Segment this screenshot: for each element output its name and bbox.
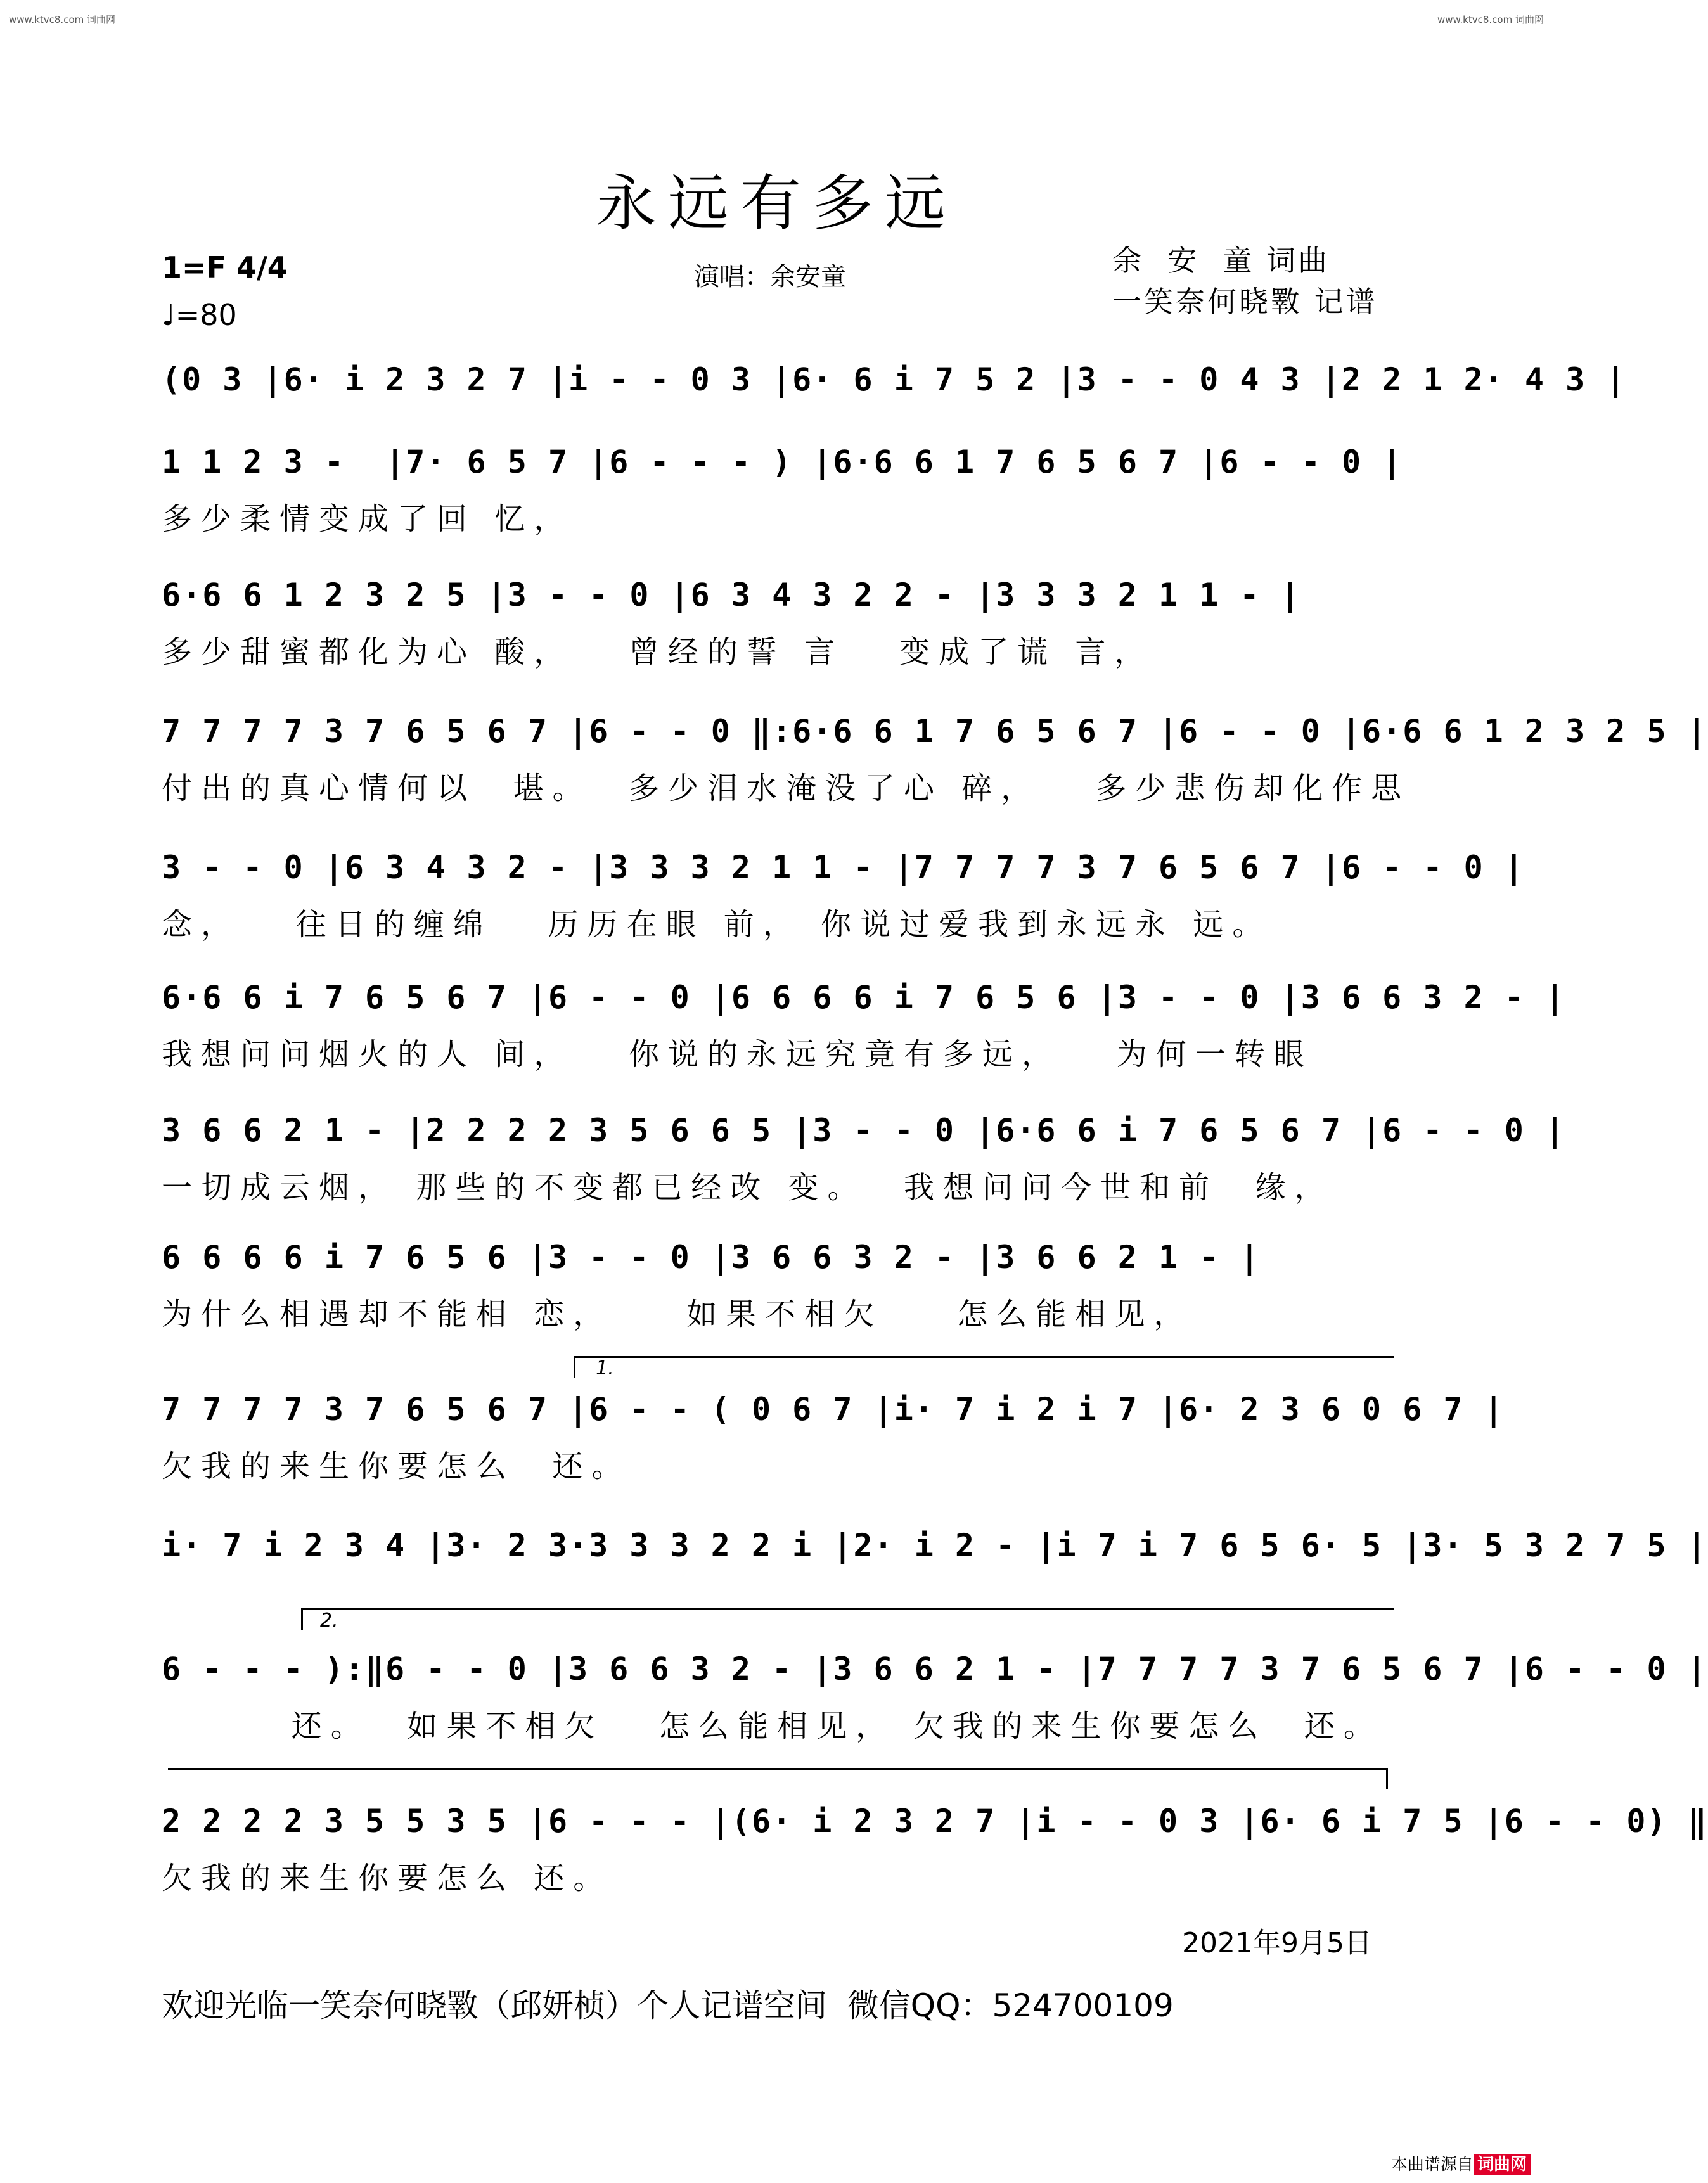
score-lyric-line: 念， 往日的缠绵 历历在眼 前， 你说过爱我到永远永 远。 bbox=[162, 907, 1272, 942]
composer-credit: 余 安 童 词曲 bbox=[1112, 243, 1330, 278]
score-lyric-line: 欠我的来生你要怎么 还。 bbox=[162, 1449, 631, 1484]
tempo: ♩=80 bbox=[162, 298, 237, 332]
corner-logo-text: 本曲谱源自 bbox=[1391, 2155, 1474, 2174]
score-music-line: 3 - - 0 |6 3 4 3 2 - |3 3 3 2 1 1 - |7 7 7 7 3 7 6 5 6 7 |6 - - 0 | bbox=[162, 849, 1525, 886]
score-music-line: 7 7 7 7 3 7 6 5 6 7 |6 - - ( 0 6 7 |i· 7 i 2 i 7 |6· 2 3 6 0 6 7 | bbox=[162, 1391, 1505, 1428]
score-music-line: 2 2 2 2 3 5 5 3 5 |6 - - - |(6· i 2 3 2 7 |i - - 0 3 |6· 6 i 7 5 |6 - - 0) ‖ bbox=[162, 1803, 1708, 1840]
corner-logo bbox=[1391, 2151, 1531, 2175]
score-lyric-line: 多少甜蜜都化为心 酸， 曾经的誓 言 变成了谎 言， bbox=[162, 634, 1154, 670]
score-lyric-line: 欠我的来生你要怎么 还。 bbox=[162, 1860, 613, 1896]
key-signature: 1=F 4/4 bbox=[162, 250, 288, 285]
site-header-left: www.ktvc8.com 词曲网 bbox=[9, 14, 116, 25]
score-music-line: 6 - - - ):‖6 - - 0 |3 6 6 3 2 - |3 6 6 2 1 - |7 7 7 7 3 7 6 5 6 7 |6 - - 0 | bbox=[162, 1651, 1708, 1687]
score-lyric-line: 一切成云烟， 那些的不变都已经改 变。 我想问问今世和前 缘， bbox=[162, 1170, 1334, 1205]
transcriber-credit: 一笑奈何晓斁 记谱 bbox=[1112, 285, 1378, 319]
volta-1-tick bbox=[574, 1356, 575, 1378]
song-title: 永远有多远 bbox=[596, 168, 957, 239]
score-lyric-line: 为什么相遇却不能相 恋， 如果不相欠 怎么能相见， bbox=[162, 1296, 1193, 1332]
score-music-line: 1 1 2 3 - |7· 6 5 7 |6 - - - ) |6·6 6 1 7 6 5 6 7 |6 - - 0 | bbox=[162, 444, 1403, 480]
corner-logo-brand: 词曲网 bbox=[1474, 2154, 1531, 2175]
score-music-line: i· 7 i 2 3 4 |3· 2 3·3 3 3 2 2 i |2· i 2 - |i 7 i 7 6 5 6· 5 |3· 5 3 2 7 5 | bbox=[162, 1527, 1708, 1564]
volta-2-label: 2. bbox=[320, 1610, 338, 1632]
score-lyric-line: 还。 如果不相欠 怎么能相见， 欠我的来生你要怎么 还。 bbox=[162, 1708, 1383, 1744]
score-music-line: 6·6 6 1 2 3 2 5 |3 - - 0 |6 3 4 3 2 2 - |3 3 3 2 1 1 - | bbox=[162, 577, 1301, 613]
score-music-line: 7 7 7 7 3 7 6 5 6 7 |6 - - 0 ‖:6·6 6 1 7 6 5 6 7 |6 - - 0 |6·6 6 1 2 3 2 5 | bbox=[162, 713, 1708, 750]
volta-2-tick bbox=[301, 1608, 303, 1630]
score-lyric-line: 我想问问烟火的人 间， 你说的永远究竟有多远， 为何一转眼 bbox=[162, 1037, 1313, 1072]
footer-text: 欢迎光临一笑奈何晓斁（邱妍桢）个人记谱空间 微信QQ：524700109 bbox=[162, 1987, 1174, 2024]
coda-line bbox=[168, 1768, 1388, 1770]
volta-1-line bbox=[574, 1356, 1394, 1358]
score-music-line: (0 3 |6· i 2 3 2 7 |i - - 0 3 |6· 6 i 7 5 2 |3 - - 0 4 3 |2 2 1 2· 4 3 | bbox=[162, 361, 1627, 398]
score-music-line: 6 6 6 6 i 7 6 5 6 |3 - - 0 |3 6 6 3 2 - |3 6 6 2 1 - | bbox=[162, 1239, 1261, 1276]
score-lyric-line: 多少柔情变成了回 忆， bbox=[162, 501, 574, 537]
singer: 演唱：余安童 bbox=[694, 262, 846, 291]
volta-1-label: 1. bbox=[596, 1357, 614, 1380]
score-music-line: 6·6 6 i 7 6 5 6 7 |6 - - 0 |6 6 6 6 i 7 6 5 6 |3 - - 0 |3 6 6 3 2 - | bbox=[162, 979, 1566, 1016]
date: 2021年9月5日 bbox=[1182, 1927, 1372, 1959]
site-header-right: www.ktvc8.com 词曲网 bbox=[1437, 14, 1544, 25]
score-music-line: 3 6 6 2 1 - |2 2 2 2 3 5 6 6 5 |3 - - 0 |6·6 6 i 7 6 5 6 7 |6 - - 0 | bbox=[162, 1112, 1566, 1149]
score-lyric-line: 付出的真心情何以 堪。 多少泪水淹没了心 碎， 多少悲伤却化作思 bbox=[162, 771, 1411, 806]
volta-2-line bbox=[301, 1608, 1394, 1610]
coda-tick bbox=[1386, 1768, 1388, 1789]
